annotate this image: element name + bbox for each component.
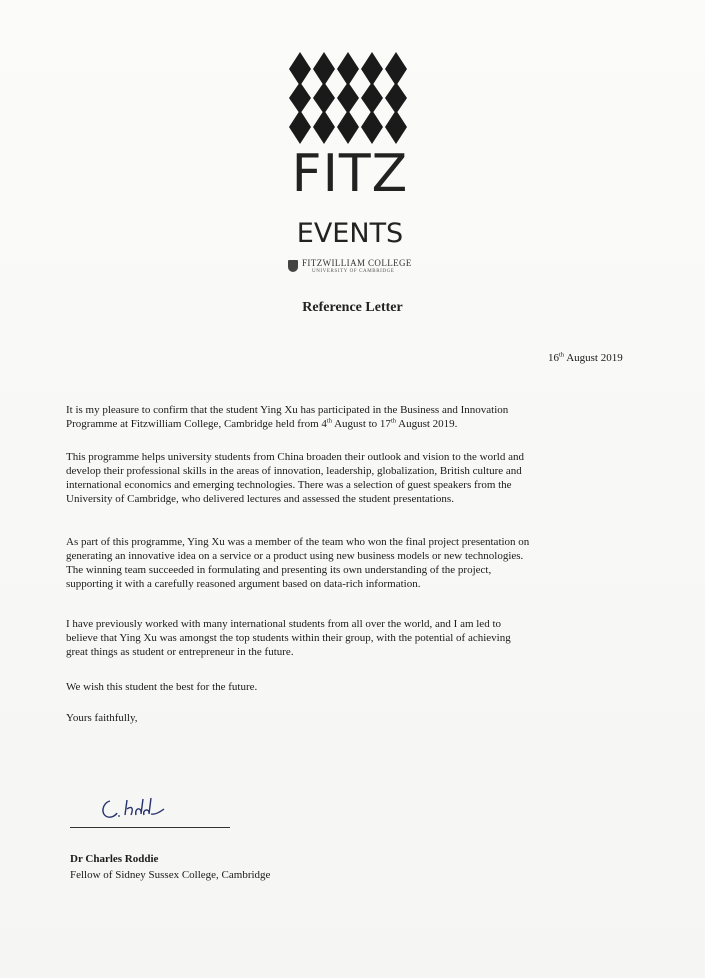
paragraph-line: This programme helps university students from China broaden their outlook and vision to the world and <box>66 451 524 463</box>
brand-events: EVENTS <box>296 218 404 249</box>
letter-title: Reference Letter <box>302 300 403 315</box>
paragraph-line: Yours faithfully, <box>66 712 138 724</box>
letter-date <box>548 352 658 364</box>
paragraph-line: The winning team succeeded in formulating and presenting its own understanding of the project, <box>66 564 492 576</box>
college-crest <box>288 258 412 278</box>
paragraph-line: University of Cambridge, who delivered lectures and assessed the student presentations. <box>66 493 454 505</box>
achievement-paragraph <box>66 535 656 591</box>
date-day: 16 <box>548 352 559 364</box>
signer-name: Dr Charles Roddie <box>70 853 159 865</box>
paragraph-line: We wish this student the best for the future. <box>66 681 258 693</box>
paragraph-line: international economics and emerging technologies. There was a selection of guest speakers from the <box>66 479 512 491</box>
intro-paragraph <box>66 403 656 431</box>
paragraph-line: great things as student or entrepreneur in the future. <box>66 646 294 658</box>
intro-line: It is my pleasure to confirm that the student Ying Xu has participated in the Business and Innovation <box>66 404 509 416</box>
college-name: FITZWILLIAM COLLEGE <box>302 258 412 268</box>
wishes-paragraph <box>66 680 656 694</box>
programme-paragraph <box>66 450 656 506</box>
brand-fitz: FITZ <box>291 144 409 204</box>
diamond-pattern-logo-icon <box>286 52 412 144</box>
assessment-paragraph <box>66 617 656 659</box>
signer-role: Fellow of Sidney Sussex College, Cambridge <box>70 869 271 881</box>
paragraph-line: develop their professional skills in the areas of innovation, leadership, globalization, British culture and <box>66 465 522 477</box>
paragraph-line: believe that Ying Xu was amongst the top students within their group, with the potential of achieving <box>66 632 511 644</box>
paragraph-line: As part of this programme, Ying Xu was a member of the team who won the final project presentation on <box>66 536 530 548</box>
paragraph-line: supporting it with a carefully reasoned argument based on data-rich information. <box>66 578 421 590</box>
paragraph-line: I have previously worked with many international students from all over the world, and I am led to <box>66 618 501 630</box>
signature-line <box>70 827 230 828</box>
intro-line: Programme at Fitzwilliam College, Cambridge held from 4th August to 17th August 2019. <box>66 417 458 430</box>
closing-line <box>66 711 656 725</box>
date-rest: August 2019 <box>564 352 623 364</box>
shield-icon <box>288 260 298 272</box>
paragraph-line: generating an innovative idea on a service or a product using new business models or new technologies. <box>66 550 524 562</box>
college-subtitle: UNIVERSITY OF CAMBRIDGE <box>312 269 395 274</box>
date-ordinal: th <box>559 351 565 359</box>
handwritten-signature-icon <box>98 793 178 825</box>
